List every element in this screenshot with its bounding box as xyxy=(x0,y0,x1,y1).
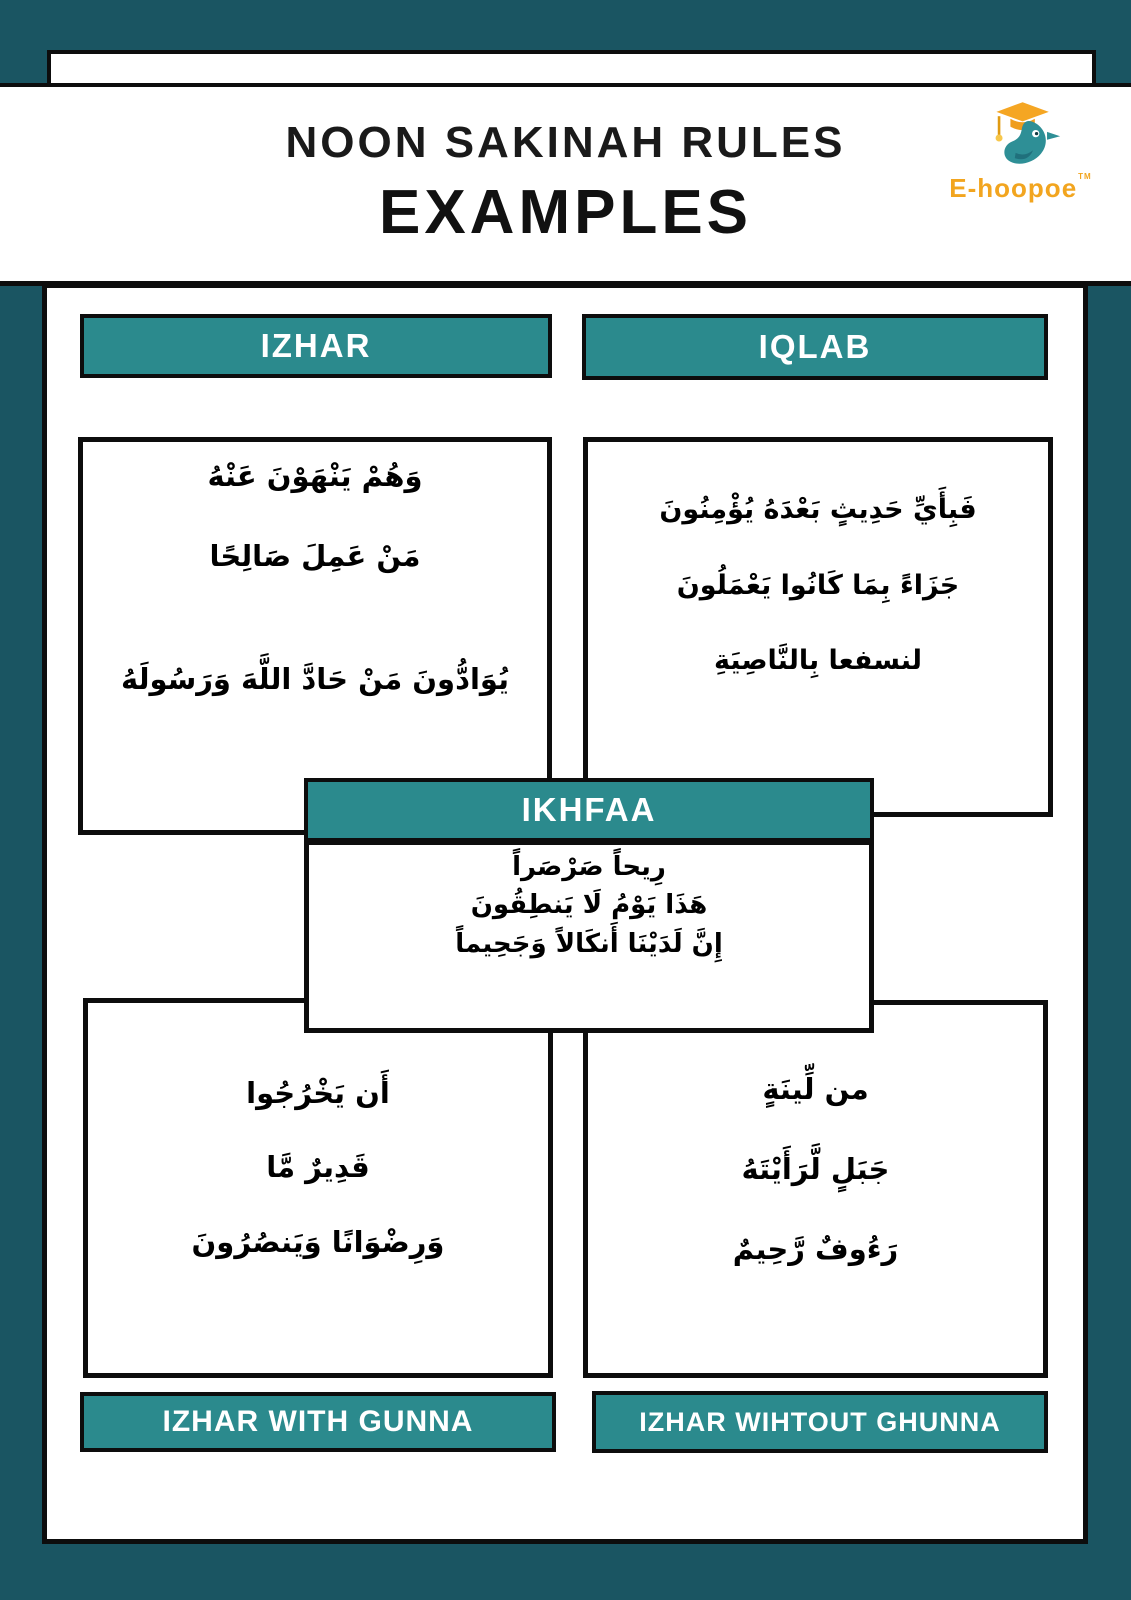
arabic-example-izhar-2: مَنْ عَمِلَ صَالِحًا xyxy=(209,539,421,573)
arabic-example-ikhfaa-1: رِيحاً صَرْصَراً xyxy=(512,852,666,882)
brand-name xyxy=(940,172,1100,203)
header-band xyxy=(0,83,1131,286)
arabic-example-iqlab-3: لنسفعا بِالنَّاصِيَةِ xyxy=(714,645,922,676)
mortarboard xyxy=(996,102,1048,121)
arabic-example-no-ghunna-1: من لِّينَةٍ xyxy=(762,1072,869,1106)
header-tab xyxy=(47,50,1096,84)
arabic-example-gunna-2: قَدِيرٌ مَّا xyxy=(266,1150,370,1184)
tassel-tip xyxy=(996,135,1003,142)
arabic-example-gunna-3: وَرِضْوَانًا وَيَنصُرُونَ xyxy=(191,1225,445,1259)
arabic-example-iqlab-1: فَبِأَيِّ حَدِيثٍ بَعْدَهُ يُؤْمِنُونَ xyxy=(659,494,977,525)
section-label-izhar: IZHAR xyxy=(80,314,552,378)
arabic-example-izhar-1: وَهُمْ يَنْهَوْنَ عَنْهُ xyxy=(207,459,423,493)
section-label-iqlab: IQLAB xyxy=(582,314,1048,380)
trademark-mark: TM xyxy=(1078,172,1092,181)
section-label-izhar-without-ghunna: IZHAR WIHTOUT GHUNNA xyxy=(592,1391,1048,1453)
examples-box-ikhfaa xyxy=(304,840,874,1033)
bird-beak xyxy=(1047,132,1060,140)
arabic-example-no-ghunna-2: جَبَلٍ لَّرَأَيْتَهُ xyxy=(741,1152,890,1186)
section-label-izhar-with-gunna: IZHAR WITH GUNNA xyxy=(80,1392,556,1452)
examples-box-iqlab xyxy=(583,437,1053,817)
brand-name-text: E-hoopoe xyxy=(949,173,1078,203)
arabic-example-no-ghunna-3: رَءُوفٌ رَّحِيمٌ xyxy=(732,1232,899,1266)
poster-title: NOON SAKINAH RULES xyxy=(285,118,846,167)
arabic-example-gunna-1: أَن يَخْرُجُوا xyxy=(246,1076,390,1110)
examples-box-izhar xyxy=(78,437,552,835)
poster-subtitle: EXAMPLES xyxy=(378,178,753,247)
brand-logo xyxy=(940,97,1100,207)
bird-pupil xyxy=(1035,132,1038,135)
section-label-ikhfaa: IKHFAA xyxy=(304,778,874,842)
arabic-example-izhar-3: يُوَادُّونَ مَنْ حَادَّ اللَّهَ وَرَسُولَهُ xyxy=(121,662,509,696)
arabic-example-ikhfaa-2: هَذَا يَوْمُ لَا يَنطِقُونَ xyxy=(470,890,708,920)
arabic-example-iqlab-2: جَزَاءً بِمَا كَانُوا يَعْمَلُونَ xyxy=(676,570,960,601)
arabic-example-ikhfaa-3: إِنَّ لَدَيْنَا أَنكَالاً وَجَحِيماً xyxy=(455,929,723,959)
examples-box-izhar-with-gunna xyxy=(83,998,553,1378)
hoopoe-bird-graduation-cap-icon xyxy=(972,97,1068,179)
examples-box-izhar-without-ghunna xyxy=(583,1000,1048,1378)
